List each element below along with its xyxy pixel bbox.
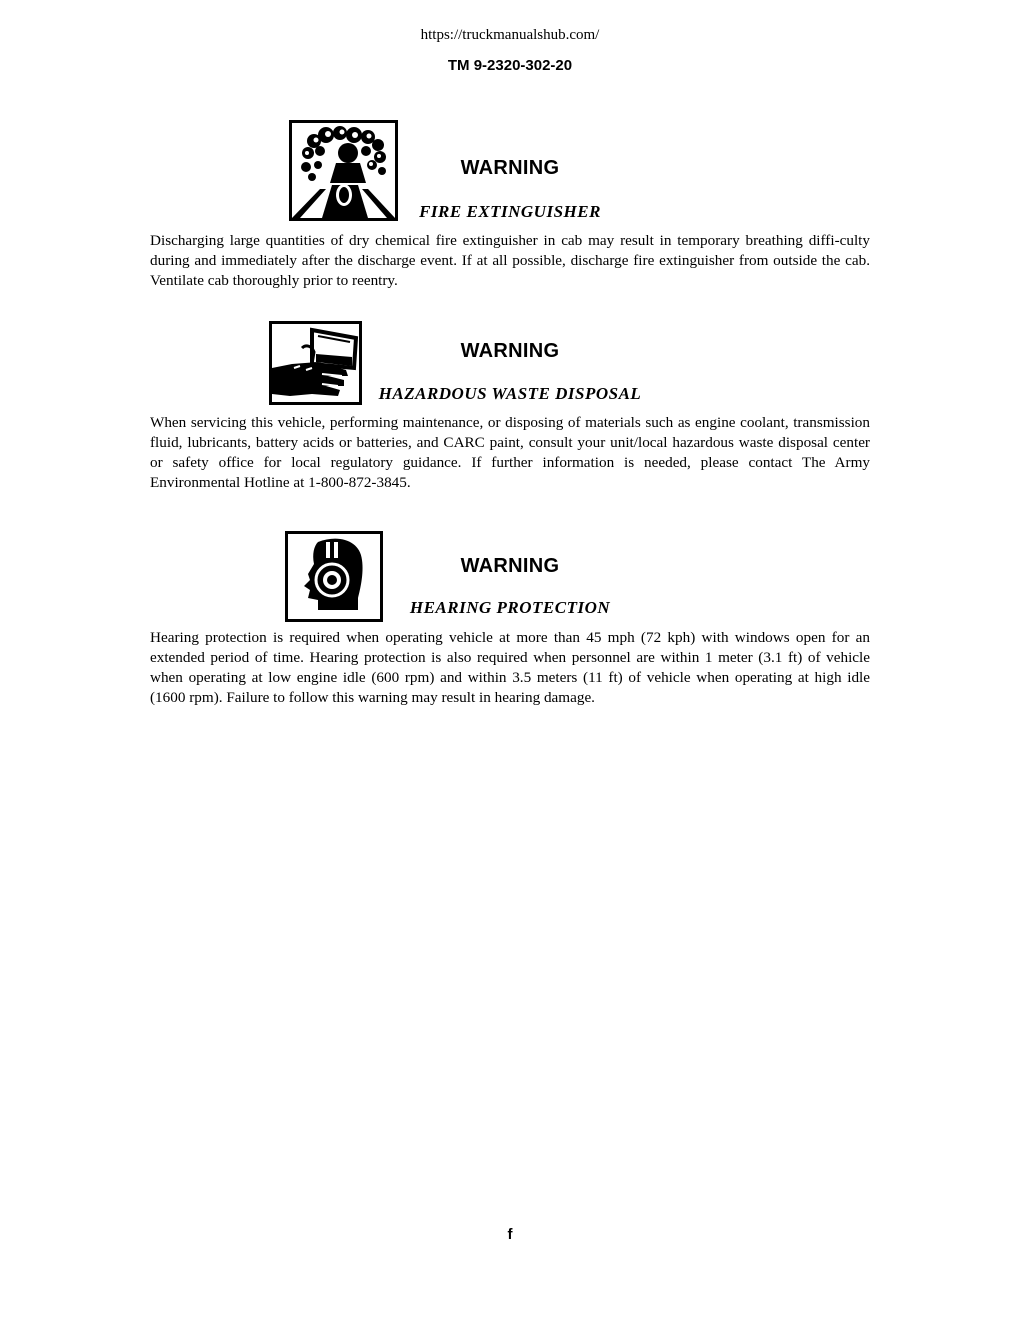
warning-heading: WARNING (460, 555, 560, 577)
warning-body: Hearing protection is required when operating vehicle at more than 45 mph (72 kph) with windows open for an extended period of time. Hearing protection is also required when personnel are within 1 meter (3.1 ft) of vehicle when operating at low engine idle (600 rpm) and within 3.5 meters (11 ft) of vehicle when operating at high idle (1600 rpm). Failure to follow this warning may result in hearing damage. (150, 629, 870, 706)
warning-subtitle: FIRE EXTINGUISHER (419, 202, 601, 221)
warning-heading: WARNING (460, 157, 560, 179)
source-url: https://truckmanualshub.com/ (420, 27, 600, 43)
warning-subtitle: HAZARDOUS WASTE DISPOSAL (378, 384, 642, 403)
warning-body: Discharging large quantities of dry chemical fire extinguisher in cab may result in temporary breathing diffi-culty during and immediately after the discharge event. If at all possible, discharge fire extinguisher from outside the cab. Ventilate cab thoroughly prior to reentry. (150, 232, 870, 289)
warning-body: When servicing this vehicle, performing maintenance, or disposing of materials such as engine coolant, transmission fluid, lubricants, battery acids or batteries, and CARC paint, consult your unit/local hazardous waste disposal center or safety office for local regulatory guidance. If further information is needed, please contact The Army Environmental Hotline at 1-800-872-3845. (150, 414, 870, 491)
page-number: f (507, 1226, 513, 1243)
warning-subtitle: HEARING PROTECTION (409, 598, 611, 617)
warning-heading: WARNING (460, 340, 560, 362)
manual-number: TM 9-2320-302-20 (447, 57, 573, 74)
